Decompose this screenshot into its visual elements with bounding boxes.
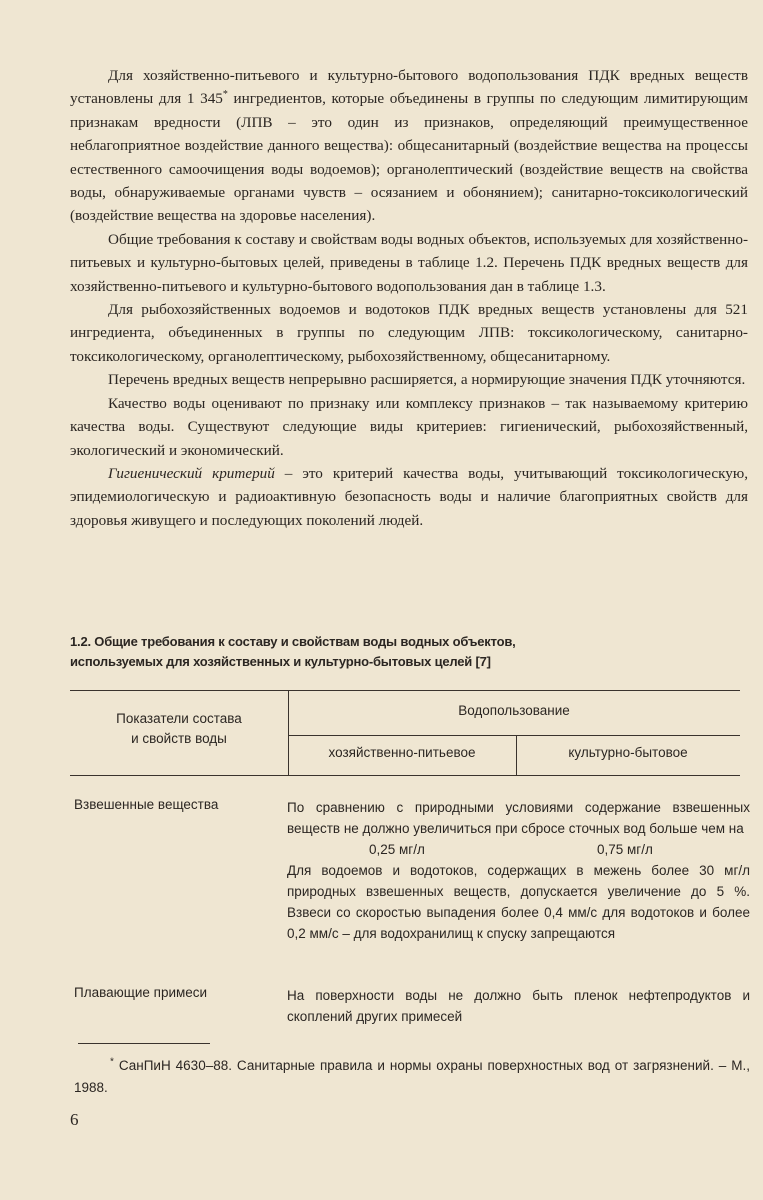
footnote-marker: * bbox=[222, 89, 228, 101]
footnote-rule bbox=[78, 1043, 210, 1044]
paragraph: Для рыбохозяйственных водоемов и водотоков ПДК вредных веществ установлены для 521 ингредиента, объединенных в группы по следующим ЛПВ: токсикологическому, санитарно-токсикологическому, органолептическому, рыбохозяйственному, общесанитарному. bbox=[70, 301, 748, 365]
paragraph: Для хозяйственно-питьевого и культурно-бытового водопользования ПДК вредных веществ установлены для 1 345* ингредиентов, которые объединены в группы по следующим лимитирующим признакам вредности (ЛПВ – это один из признаков, определяющий преимущественное неблагоприятное воздействие данного вещества): общесанитарный (воздействие вещества на процессы естественного самоочищения воды водоемов); органолептический (воздействие веществ на свойства воды, обнаруживаемые органами чувств – осязанием и обонянием); санитарно-токсикологический (воздействие вещества на здоровье населения). bbox=[70, 67, 748, 225]
table-caption: 1.2. Общие требования к составу и свойствам воды водных объектов, используемых для хозяйственных и культурно-бытовых целей [7] bbox=[70, 634, 516, 669]
paragraph: Общие требования к составу и свойствам воды водных объектов, используемых для хозяйственно-питьевых и культурно-бытовых целей, приведены в таблице 1.2. Перечень ПДК вредных веществ для хозяйственно-питьевого и культурно-бытового водопользования дан в таблице 1.3. bbox=[70, 230, 748, 295]
row-values bbox=[287, 839, 750, 860]
row-requirement: На поверхности воды не должно быть пленок нефтепродуктов и скоплений других примесей bbox=[287, 988, 750, 1024]
table-header bbox=[70, 690, 740, 776]
col-header-recreational: культурно-бытовое bbox=[568, 745, 688, 760]
row-requirement: По сравнению с природными условиями содержание взвешенных веществ не должно увеличиться при сбросе сточных вод больше чем на 0,25 мг/л 0,75 мг/л Для водоемов и водотоков, содержащих в межень более 30 мг/л природных взвешенных веществ, допускается увеличение до 5 %. Взвеси со скоростью выпадения более 0,4 мм/с для водотоков и более 0,2 мм/с – для водохранилищ к спуску запрещаются bbox=[287, 800, 750, 941]
value-drinking: 0,25 мг/л bbox=[369, 842, 425, 857]
value-recreational: 0,75 мг/л bbox=[597, 842, 653, 857]
paragraph: Гигиенический критерий – это критерий качества воды, учитывающий токсикологическую, эпидемиологическую и радиоактивную безопасность воды и наличие благоприятных свойств для здоровья живущего и последующих поколений людей. bbox=[70, 464, 748, 529]
body-text bbox=[70, 64, 748, 532]
col-header-group: Водопользование bbox=[458, 703, 570, 718]
paragraph: Перечень вредных веществ непрерывно расширяется, а нормирующие значения ПДК уточняются. bbox=[108, 371, 746, 389]
term-emphasis: Гигиенический критерий bbox=[108, 464, 275, 482]
paragraph: Качество воды оценивают по признаку или комплексу признаков – так называемому критерию качества воды. Существуют следующие виды критериев: гигиенический, рыбохозяйственный, экологический и экономический. bbox=[70, 394, 748, 459]
header-divider bbox=[288, 735, 740, 736]
col-header-drinking: хозяйственно-питьевое bbox=[328, 745, 476, 760]
row-label: Взвешенные вещества bbox=[74, 797, 219, 812]
page-number: 6 bbox=[70, 1110, 79, 1129]
footnote: * СанПиН 4630–88. Санитарные правила и нормы охраны поверхностных вод от загрязнений. – М., 1988. bbox=[74, 1056, 750, 1095]
col-header-indicators: Показатели состава и свойств воды bbox=[116, 711, 242, 746]
row-label: Плавающие примеси bbox=[74, 985, 208, 1000]
